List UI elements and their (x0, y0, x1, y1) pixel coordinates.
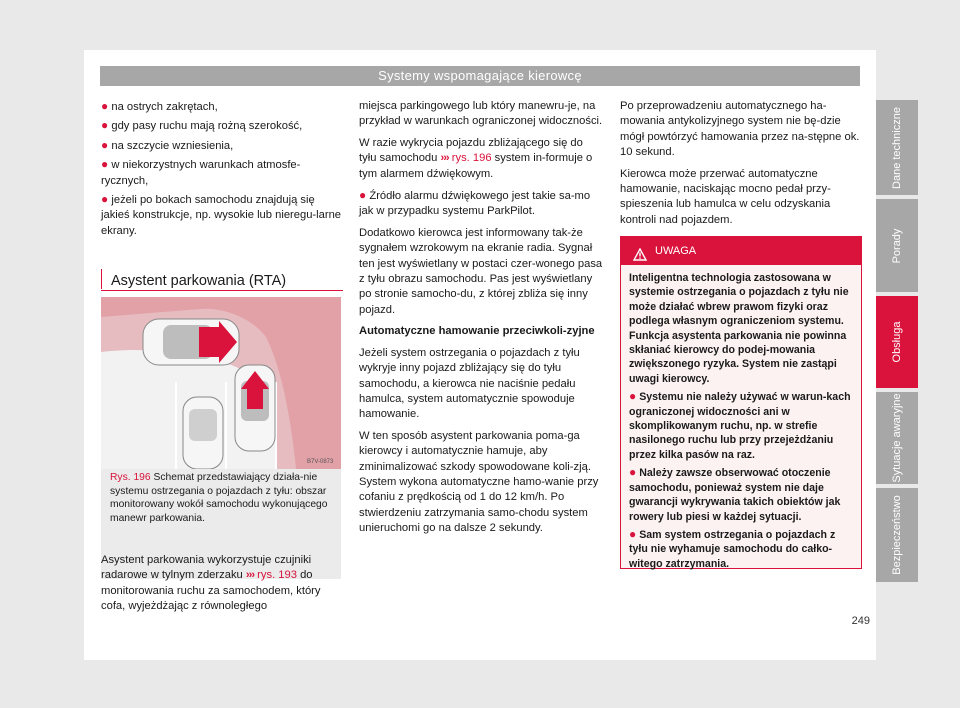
list-item: ● na szczycie wzniesienia, (101, 137, 234, 152)
paragraph: miejsca parkingowego lub który manewru-je, na przykład w warunkach ograniczonej widoczności. (359, 100, 603, 128)
reference-arrows: ››› (245, 569, 255, 582)
warning-title: UWAGA (655, 245, 697, 257)
column-left (101, 99, 343, 242)
list-item: ● Sam system ostrzegania o pojazdach z tyłu nie wyhamuje samochodu do całko-witego zatrzymania. (629, 526, 836, 570)
tab-obsluga[interactable]: Obsługa (876, 296, 918, 388)
bullet-icon: ● (101, 118, 109, 133)
paragraph: W ten sposób asystent parkowania poma-ga kierowcy i automatycznie hamuje, aby zminimalizować szkody spowodowane koli-zją. System wykona automatyczne hamo-wanie przy cofaniu z prędkością od 1 do 12 km/h. Po stwierdzeniu zatrzymania samo-chodu system unieruchomi go na dalsze 2 sekundy. (359, 429, 599, 535)
bullet-icon: ● (629, 389, 637, 404)
list-item: ● Źródło alarmu dźwiękowego jest takie sa-mo jak w przypadku systemu ParkPilot. (359, 188, 591, 218)
list-item: ● gdy pasy ruchu mają rożną szerokość, (101, 118, 303, 133)
page-number: 249 (851, 615, 870, 627)
tab-sytuacje-awaryjne[interactable]: Sytuacje awaryjne (876, 392, 918, 484)
column-middle (359, 99, 603, 543)
list-item: ● Należy zawsze obserwować otoczenie samochodu, ponieważ system nie daje gwarancji wykrywania takich obiektów jak rowery lub piesi w każdej sytuacji. (629, 465, 841, 523)
list-item: ● na ostrych zakrętach, (101, 99, 218, 113)
tab-dane-techniczne[interactable]: Dane techniczne (876, 100, 918, 195)
reference-arrows: ››› (440, 152, 449, 165)
paragraph: Jeżeli system ostrzegania o pojazdach z tyłu wykryje inny pojazd zbliżający się do tyłu samochodu, a kierowca nie naciśnie pedału hamulca, system automatycznie spowoduje hamowanie. (359, 346, 580, 421)
figure-reference-link[interactable]: rys. 193 (257, 569, 297, 582)
tab-porady[interactable]: Porady (876, 199, 918, 292)
figure-number: Rys. 196 (110, 472, 151, 483)
paragraph: W razie wykrycia pojazdu zbliżającego się do tyłu samochodu ››› rys. 196 system in-formuje o tym alarmem dźwiękowym. (359, 136, 593, 180)
figure-code: B7V-0873 (307, 459, 334, 465)
bullet-icon: ● (629, 526, 637, 541)
subheading: Automatyczne hamowanie przeciwkoli-zyjne (359, 325, 595, 338)
paragraph: Dodatkowo kierowca jest informowany tak-że sygnałem wzrokowym na ekranie radia. Sygnał ten jest wyświetlany w postaci czer-wonego pasa z tyłu obrazu samochodu. Pas jest wyświetlany po stronie samocho-du, z której zbliża się inny pojazd. (359, 226, 603, 316)
figure-parking-diagram (101, 297, 341, 469)
parking-illustration (101, 297, 341, 469)
page-header: Systemy wspomagające kierowcę (100, 66, 860, 86)
figure-reference-link[interactable]: rys. 196 (451, 152, 492, 165)
list-item: ● Systemu nie należy używać w warun-kach ograniczonej widoczności ani w skomplikowanym ruchu, np. w strefie nasilonego ruchu lub przy przejeżdżaniu przez kilka pasów na raz. (629, 389, 851, 461)
paragraph: Kierowca może przerwać automatyczne hamowanie, naciskając mocno pedał przy-spieszenia lub hamulca w celu odzyskania kontroli nad pojazdem. (620, 167, 831, 226)
caption-text: Schemat przedstawiający działa-nie systemu ostrzegania o pojazdach z tyłu: obszar monitorowany wokół samochodu wykonującego manewr parkowania. (110, 472, 328, 524)
warning-box (620, 236, 862, 569)
bullet-icon: ● (101, 157, 109, 172)
bullet-icon: ● (101, 99, 109, 113)
bullet-icon: ● (359, 188, 367, 203)
bullet-icon: ● (629, 465, 637, 480)
paragraph: Asystent parkowania wykorzystuje czujniki radarowe w tylnym zderzaku ››› rys. 193 do monitorowania ruchu za samochodem, który cofa, wyjeżdżając z równoległego (101, 554, 321, 613)
warning-triangle-icon (633, 244, 647, 272)
list-item: ● w niekorzystnych warunkach atmosfe-rycznych, (101, 157, 301, 187)
warning-header (621, 237, 861, 265)
figure-caption (110, 471, 338, 525)
list-item: ● jeżeli po bokach samochodu znajdują się jakieś konstrukcje, np. wysokie lub nieregu-larne ekrany. (101, 192, 342, 237)
bullet-icon: ● (101, 137, 109, 152)
column-right (620, 99, 860, 234)
paragraph: Po przeprowadzeniu automatycznego ha-mowania antykolizyjnego system nie bę-dzie mógł powtórzyć hamowania przez na-stępne ok. 10 sekund. (620, 100, 860, 159)
warning-body (621, 265, 861, 571)
tab-bezpieczenstwo[interactable]: Bezpieczeństwo (876, 488, 918, 582)
warning-intro: Inteligentna technologia zastosowana w systemie ostrzegania o pojazdach z tyłu nie może działać wbrew prawom fizyki oraz podlega własnym ograniczeniom systemu. Funkcja asystenta parkowania nie powinna skłaniać kierowcy do podej-mowania zwiększonego ryzyka. System nie zastąpi uwagi kierowcy. (629, 272, 849, 385)
section-title: Asystent parkowania (RTA) (101, 265, 343, 291)
bullet-icon: ● (101, 192, 109, 207)
